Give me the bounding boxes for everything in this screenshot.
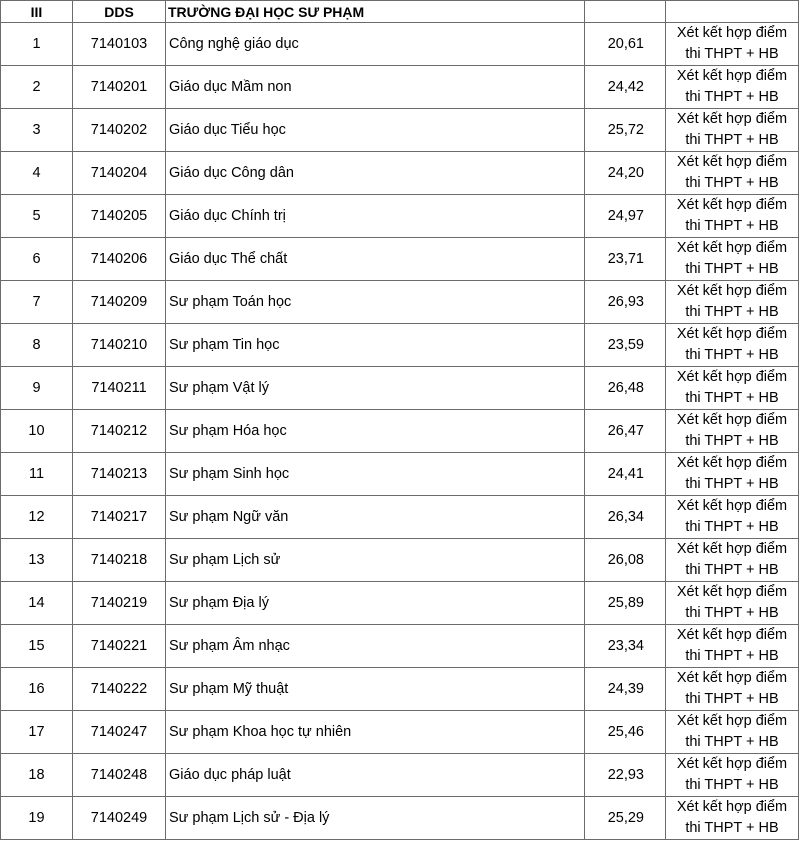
admission-score: 23,59: [585, 324, 666, 367]
row-number: 1: [1, 23, 73, 66]
admission-method-line-1: Xét kết hợp điểm: [676, 756, 788, 772]
major-name: Sư phạm Địa lý: [166, 582, 585, 625]
row-number: 18: [1, 754, 73, 797]
major-code: 7140201: [73, 66, 166, 109]
row-number: 9: [1, 367, 73, 410]
major-code: 7140221: [73, 625, 166, 668]
admission-method-line-2: thi THPT + HB: [685, 777, 779, 793]
header-school-code: DDS: [73, 1, 166, 23]
admission-score: 23,34: [585, 625, 666, 668]
admission-score: 25,72: [585, 109, 666, 152]
major-code: 7140202: [73, 109, 166, 152]
major-name: Giáo dục Tiểu học: [166, 109, 585, 152]
major-name: Sư phạm Toán học: [166, 281, 585, 324]
admission-method: [666, 582, 799, 625]
admission-method-line-1: Xét kết hợp điểm: [676, 240, 788, 256]
admission-method: [666, 625, 799, 668]
admission-method-line-2: thi THPT + HB: [685, 433, 779, 449]
admission-method-line-2: thi THPT + HB: [685, 218, 779, 234]
table-row: [1, 582, 799, 625]
admission-score: 25,46: [585, 711, 666, 754]
major-code: 7140103: [73, 23, 166, 66]
admission-method: [666, 66, 799, 109]
admission-score: 24,41: [585, 453, 666, 496]
major-name: Giáo dục Chính trị: [166, 195, 585, 238]
major-name: Sư phạm Tin học: [166, 324, 585, 367]
admission-method: [666, 410, 799, 453]
row-number: 4: [1, 152, 73, 195]
admission-method-line-1: Xét kết hợp điểm: [676, 713, 788, 729]
admission-method-line-2: thi THPT + HB: [685, 562, 779, 578]
admission-method: [666, 668, 799, 711]
table-row: [1, 367, 799, 410]
table-row: [1, 754, 799, 797]
table-row: [1, 238, 799, 281]
table-row: [1, 23, 799, 66]
admission-score: 26,48: [585, 367, 666, 410]
major-code: 7140209: [73, 281, 166, 324]
major-code: 7140222: [73, 668, 166, 711]
row-number: 19: [1, 797, 73, 840]
header-score: [585, 1, 666, 23]
admission-score: 25,89: [585, 582, 666, 625]
admission-score: 24,97: [585, 195, 666, 238]
admission-method: [666, 195, 799, 238]
major-code: 7140206: [73, 238, 166, 281]
admission-method: [666, 711, 799, 754]
admission-score: 26,08: [585, 539, 666, 582]
admission-score: 24,39: [585, 668, 666, 711]
major-code: 7140212: [73, 410, 166, 453]
major-code: 7140211: [73, 367, 166, 410]
row-number: 11: [1, 453, 73, 496]
admission-method-line-2: thi THPT + HB: [685, 175, 779, 191]
table-row: [1, 539, 799, 582]
admission-method: [666, 281, 799, 324]
admission-method-line-1: Xét kết hợp điểm: [676, 498, 788, 514]
row-number: 10: [1, 410, 73, 453]
admission-method-line-1: Xét kết hợp điểm: [676, 25, 788, 41]
table-row: [1, 797, 799, 840]
major-code: 7140248: [73, 754, 166, 797]
major-code: 7140217: [73, 496, 166, 539]
admission-method: [666, 109, 799, 152]
admission-method-line-2: thi THPT + HB: [685, 820, 779, 836]
admission-score: 20,61: [585, 23, 666, 66]
admission-method: [666, 797, 799, 840]
major-code: 7140249: [73, 797, 166, 840]
row-number: 13: [1, 539, 73, 582]
admission-method-line-1: Xét kết hợp điểm: [676, 412, 788, 428]
table-row: [1, 453, 799, 496]
table-row: [1, 109, 799, 152]
row-number: 8: [1, 324, 73, 367]
table-row: [1, 711, 799, 754]
header-school-name: TRƯỜNG ĐẠI HỌC SƯ PHẠM: [166, 1, 585, 23]
admission-score: 24,42: [585, 66, 666, 109]
admission-method-line-2: thi THPT + HB: [685, 304, 779, 320]
admission-method-line-2: thi THPT + HB: [685, 648, 779, 664]
major-name: Sư phạm Khoa học tự nhiên: [166, 711, 585, 754]
admission-score: 24,20: [585, 152, 666, 195]
admission-method-line-1: Xét kết hợp điểm: [676, 455, 788, 471]
table-row: [1, 668, 799, 711]
admission-method-line-1: Xét kết hợp điểm: [676, 326, 788, 342]
major-code: 7140219: [73, 582, 166, 625]
table-row: [1, 281, 799, 324]
admission-method-line-2: thi THPT + HB: [685, 390, 779, 406]
admission-method-line-2: thi THPT + HB: [685, 261, 779, 277]
admission-method-line-2: thi THPT + HB: [685, 89, 779, 105]
admission-method: [666, 367, 799, 410]
major-code: 7140218: [73, 539, 166, 582]
major-name: Công nghệ giáo dục: [166, 23, 585, 66]
admission-score: 26,34: [585, 496, 666, 539]
admission-method-line-2: thi THPT + HB: [685, 132, 779, 148]
admission-method-line-2: thi THPT + HB: [685, 46, 779, 62]
major-name: Sư phạm Lịch sử - Địa lý: [166, 797, 585, 840]
admission-method: [666, 453, 799, 496]
row-number: 15: [1, 625, 73, 668]
row-number: 7: [1, 281, 73, 324]
row-number: 5: [1, 195, 73, 238]
admission-method-line-1: Xét kết hợp điểm: [676, 541, 788, 557]
header-method: [666, 1, 799, 23]
major-code: 7140247: [73, 711, 166, 754]
table-row: [1, 410, 799, 453]
admission-method-line-2: thi THPT + HB: [685, 519, 779, 535]
admission-method-line-1: Xét kết hợp điểm: [676, 154, 788, 170]
admission-method-line-1: Xét kết hợp điểm: [676, 197, 788, 213]
major-name: Sư phạm Âm nhạc: [166, 625, 585, 668]
admission-method: [666, 496, 799, 539]
admission-method-line-2: thi THPT + HB: [685, 476, 779, 492]
major-name: Giáo dục pháp luật: [166, 754, 585, 797]
admission-method-line-1: Xét kết hợp điểm: [676, 799, 788, 815]
admission-method: [666, 23, 799, 66]
table-row: [1, 625, 799, 668]
admission-method-line-1: Xét kết hợp điểm: [676, 283, 788, 299]
admission-method-line-2: thi THPT + HB: [685, 691, 779, 707]
table-row: [1, 195, 799, 238]
row-number: 14: [1, 582, 73, 625]
admission-method-line-1: Xét kết hợp điểm: [676, 584, 788, 600]
admission-method: [666, 539, 799, 582]
row-number: 3: [1, 109, 73, 152]
major-name: Giáo dục Mầm non: [166, 66, 585, 109]
admission-method-line-2: thi THPT + HB: [685, 605, 779, 621]
table-header-row: [1, 1, 799, 23]
major-name: Giáo dục Thể chất: [166, 238, 585, 281]
row-number: 16: [1, 668, 73, 711]
major-name: Sư phạm Ngữ văn: [166, 496, 585, 539]
table-row: [1, 496, 799, 539]
table-row: [1, 66, 799, 109]
header-section-number: III: [1, 1, 73, 23]
major-name: Giáo dục Công dân: [166, 152, 585, 195]
table-row: [1, 152, 799, 195]
admission-score: 25,29: [585, 797, 666, 840]
admission-method: [666, 238, 799, 281]
table-row: [1, 324, 799, 367]
major-code: 7140213: [73, 453, 166, 496]
major-name: Sư phạm Hóa học: [166, 410, 585, 453]
row-number: 12: [1, 496, 73, 539]
major-name: Sư phạm Mỹ thuật: [166, 668, 585, 711]
major-code: 7140204: [73, 152, 166, 195]
admission-score: 26,47: [585, 410, 666, 453]
admission-method-line-2: thi THPT + HB: [685, 734, 779, 750]
admission-method-line-1: Xét kết hợp điểm: [676, 670, 788, 686]
major-code: 7140210: [73, 324, 166, 367]
admission-score: 23,71: [585, 238, 666, 281]
major-code: 7140205: [73, 195, 166, 238]
admission-score: 22,93: [585, 754, 666, 797]
row-number: 6: [1, 238, 73, 281]
admission-method-line-1: Xét kết hợp điểm: [676, 369, 788, 385]
row-number: 17: [1, 711, 73, 754]
admission-method-line-1: Xét kết hợp điểm: [676, 68, 788, 84]
major-name: Sư phạm Sinh học: [166, 453, 585, 496]
row-number: 2: [1, 66, 73, 109]
admission-method-line-2: thi THPT + HB: [685, 347, 779, 363]
admission-method-line-1: Xét kết hợp điểm: [676, 111, 788, 127]
admission-method: [666, 152, 799, 195]
admission-method: [666, 324, 799, 367]
major-name: Sư phạm Lịch sử: [166, 539, 585, 582]
admission-method: [666, 754, 799, 797]
admission-method-line-1: Xét kết hợp điểm: [676, 627, 788, 643]
admission-score: 26,93: [585, 281, 666, 324]
major-name: Sư phạm Vật lý: [166, 367, 585, 410]
